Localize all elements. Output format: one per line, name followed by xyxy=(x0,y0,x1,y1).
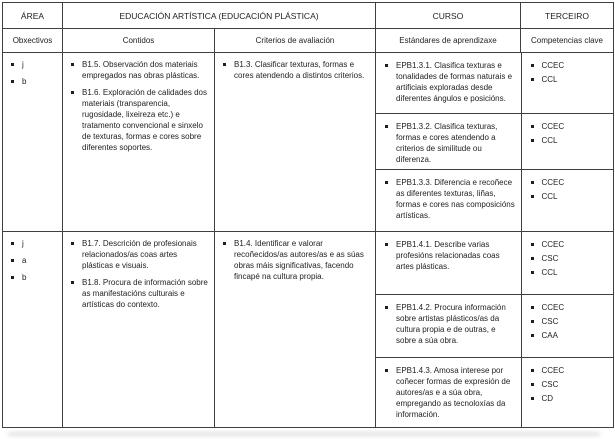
objective-item xyxy=(10,59,58,70)
bullet-square-icon xyxy=(531,383,534,386)
bullet-square-icon xyxy=(531,334,534,337)
competency-item-text: CCL xyxy=(541,191,558,201)
competency-item xyxy=(530,316,609,327)
objective-item-text: j xyxy=(22,239,24,248)
cell-criterios xyxy=(215,53,376,232)
objective-item-text: a xyxy=(22,256,27,265)
content-item-text: B1.6. Exploración de calidades dos materiais (transparencia, rugosidade, lixeireza etc.) e tratamento convencional e sinxelo de texturas, formas e cores sobre diferentes soportes. xyxy=(82,88,207,152)
content-item-text: B1.5. Observación dos materiais empregados nas obras plásticas. xyxy=(82,60,200,80)
competency-item-text: CCL xyxy=(541,268,558,277)
objective-item-text: j xyxy=(22,60,24,69)
competency-item-text: CCL xyxy=(541,135,558,145)
bullet-square-icon xyxy=(11,276,14,279)
bullet-square-icon xyxy=(531,64,534,67)
objective-item-text: b xyxy=(22,77,27,86)
bullet-square-icon xyxy=(531,181,534,184)
cell-estandar xyxy=(376,53,521,113)
content-item xyxy=(70,238,210,271)
bullet-square-icon xyxy=(385,243,388,246)
standard-item-text: EPB1.4.3. Amosa interese por coñecer formas de expresión de autores/as e a súa obra, empregando as tecnoloxías da información. xyxy=(396,365,511,419)
competency-item xyxy=(530,365,609,376)
header-area: ÁREA xyxy=(3,3,63,29)
bullet-square-icon xyxy=(385,306,388,309)
competency-item xyxy=(530,177,609,188)
competency-item-text: CD xyxy=(541,393,554,403)
standard-item-text: EPB1.4.1. Describe varias profesións relacionadas coas artes plásticas. xyxy=(396,240,500,271)
content-item xyxy=(70,59,210,81)
standard-item-text: EPB1.3.2. Clasifica texturas, formas e cores atendendo a criterios de similitude ou diferenza. xyxy=(396,121,498,164)
header-subject: EDUCACIÓN ARTÍSTICA (EDUCACIÓN PLÁSTICA) xyxy=(63,3,376,29)
bullet-square-icon xyxy=(11,242,14,245)
bullet-square-icon xyxy=(531,320,534,323)
cell-competencias xyxy=(521,357,613,427)
bullet-square-icon xyxy=(71,91,74,94)
competency-item xyxy=(530,121,609,132)
bullet-square-icon xyxy=(531,306,534,309)
competency-item-text: CCEC xyxy=(541,121,565,131)
criterion-item xyxy=(222,238,371,282)
competency-item-text: CCEC xyxy=(541,302,565,312)
bullet-square-icon xyxy=(531,397,534,400)
competency-item xyxy=(530,60,609,71)
cell-estandar xyxy=(376,169,521,231)
estandares-subtable xyxy=(376,232,613,427)
objective-item-text: b xyxy=(22,273,27,282)
standard-item-text: EPB1.3.1. Clasifica texturas e tonalidades de formas naturais e artificiais exploradas desde diferentes ángulos e posicións. xyxy=(396,61,513,103)
standard-item-text: EPB1.3.3. Diferencia e recoñece as diferentes texturas, liñas, formas e cores nas composicións artísticas. xyxy=(396,177,515,220)
standard-item-text: EPB1.4.2. Procura información sobre artistas plásticos/as da cultura propia e de outras, e sobre a súa obra. xyxy=(396,302,506,345)
bullet-square-icon xyxy=(531,243,534,246)
cell-competencias xyxy=(521,53,613,113)
cell-competencias xyxy=(521,169,613,231)
competency-item xyxy=(530,267,609,278)
standard-item xyxy=(384,302,516,346)
table-row xyxy=(3,53,614,232)
objective-item xyxy=(10,238,58,249)
competency-item-text: CSC xyxy=(541,379,559,389)
bullet-square-icon xyxy=(385,181,388,184)
bullet-square-icon xyxy=(223,63,226,66)
cell-competencias xyxy=(521,113,613,169)
column-header-estandares: Estándares de aprendizaxe xyxy=(376,29,521,53)
competency-item xyxy=(530,330,609,341)
bullet-square-icon xyxy=(11,80,14,83)
bullet-square-icon xyxy=(531,195,534,198)
bullet-square-icon xyxy=(223,242,226,245)
competency-item-text: CSC xyxy=(541,316,559,326)
cell-contidos xyxy=(63,232,215,428)
cell-estandar xyxy=(376,113,521,169)
bullet-square-icon xyxy=(531,125,534,128)
cell-estandar xyxy=(376,357,521,427)
column-header-criterios: Criterios de avaliación xyxy=(215,29,376,53)
objective-item xyxy=(10,272,58,283)
content-item xyxy=(70,87,210,153)
column-header-contidos: Contidos xyxy=(63,29,215,53)
standard-subrow xyxy=(376,232,613,294)
column-header-competencias: Competencias clave xyxy=(521,29,614,53)
header-curso: CURSO xyxy=(376,3,521,29)
cell-estandar xyxy=(376,294,521,357)
cell-estandares-group xyxy=(376,232,614,428)
cell-estandar xyxy=(376,232,521,294)
cell-competencias xyxy=(521,232,613,294)
curriculum-table xyxy=(2,2,614,428)
bullet-square-icon xyxy=(385,369,388,372)
bullet-square-icon xyxy=(71,242,74,245)
competency-item xyxy=(530,379,609,390)
competency-item-text: CSC xyxy=(541,254,559,263)
competency-item xyxy=(530,393,609,404)
cell-estandares-group xyxy=(376,53,614,232)
bullet-square-icon xyxy=(71,281,74,284)
competency-item-text: CCEC xyxy=(541,61,565,70)
bullet-square-icon xyxy=(11,259,14,262)
standard-subrow xyxy=(376,169,613,231)
competency-item xyxy=(530,253,609,264)
competency-item xyxy=(530,74,609,85)
standard-subrow xyxy=(376,357,613,427)
competency-item-text: CCEC xyxy=(541,240,565,249)
standard-item xyxy=(384,239,516,272)
column-header-obxectivos: Obxectivos xyxy=(3,29,63,53)
bullet-square-icon xyxy=(11,63,14,66)
criterion-item-text: B1.3. Clasificar texturas, formas e cores atendendo a distintos criterios. xyxy=(234,60,365,80)
bullet-square-icon xyxy=(531,139,534,142)
cell-criterios xyxy=(215,232,376,428)
header-row-columns xyxy=(3,29,614,53)
competency-item-text: CAA xyxy=(541,330,558,340)
content-item-text: B1.7. Descrición de profesionais relacionados/as coas artes plásticas e visuais. xyxy=(82,239,197,270)
bullet-square-icon xyxy=(71,63,74,66)
objective-item xyxy=(10,255,58,266)
header-terceiro: TERCEIRO xyxy=(521,3,614,29)
competency-item xyxy=(530,302,609,313)
bullet-square-icon xyxy=(531,271,534,274)
standard-item xyxy=(384,365,516,420)
table-row xyxy=(3,232,614,428)
cell-competencias xyxy=(521,294,613,357)
standard-subrow xyxy=(376,53,613,113)
standard-subrow xyxy=(376,113,613,169)
competency-item xyxy=(530,191,609,202)
cell-obxectivos xyxy=(3,53,63,232)
cell-obxectivos xyxy=(3,232,63,428)
competency-item-text: CCEC xyxy=(541,177,565,187)
standard-item xyxy=(384,177,516,221)
bullet-square-icon xyxy=(385,125,388,128)
objective-item xyxy=(10,76,58,87)
criterion-item xyxy=(222,59,371,81)
page-edge-shadow xyxy=(8,432,600,436)
competency-item-text: CCL xyxy=(541,75,558,84)
bullet-square-icon xyxy=(531,257,534,260)
standard-subrow xyxy=(376,294,613,357)
cell-contidos xyxy=(63,53,215,232)
document-page xyxy=(2,2,614,428)
bullet-square-icon xyxy=(531,369,534,372)
criterion-item-text: B1.4. Identificar e valorar recoñecidos/as autores/as e as súas obras máis significativas, facendo fincapé na cultura propia. xyxy=(234,239,364,281)
standard-item xyxy=(384,60,516,104)
content-item xyxy=(70,277,210,310)
standard-item xyxy=(384,121,516,165)
header-row-top xyxy=(3,3,614,29)
competency-item xyxy=(530,135,609,146)
bullet-square-icon xyxy=(531,78,534,81)
content-item-text: B1.8. Procura de información sobre as manifestacións culturais e artísticas do contexto. xyxy=(82,278,208,309)
estandares-subtable xyxy=(376,53,613,231)
bullet-square-icon xyxy=(385,64,388,67)
competency-item xyxy=(530,239,609,250)
competency-item-text: CCEC xyxy=(541,365,565,375)
